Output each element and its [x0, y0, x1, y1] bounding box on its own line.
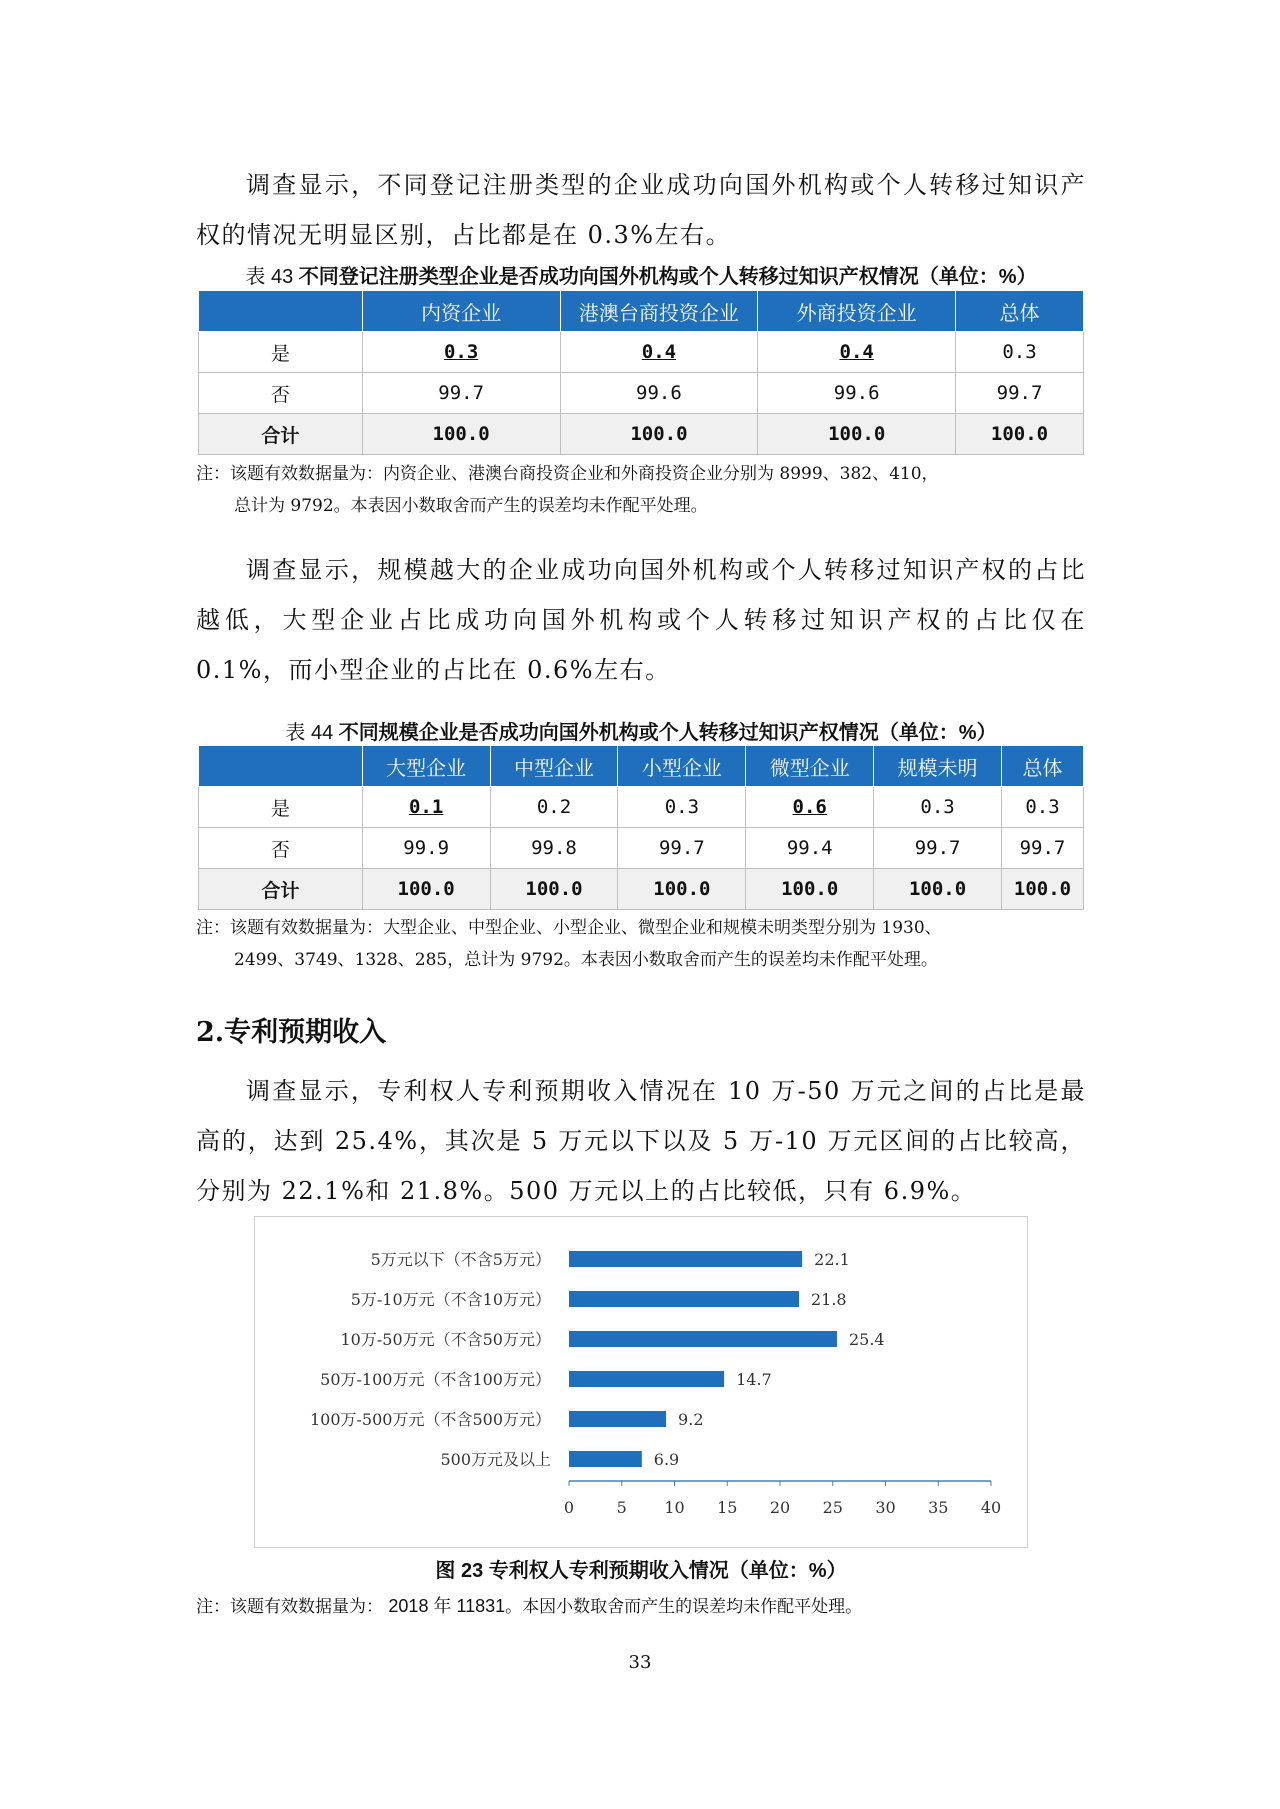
- x-tick-label: 10: [664, 1498, 685, 1517]
- figure23-note-suffix: 。本因小数取舍而产生的误差均未作配平处理。: [505, 1597, 863, 1617]
- table-cell: 100.0: [618, 869, 746, 910]
- table44-caption: [196, 716, 1086, 745]
- table-cell: 100.0: [362, 869, 490, 910]
- table-cell: 0.3: [874, 787, 1002, 828]
- data-label: 21.8: [810, 1290, 847, 1309]
- table43-note: [196, 458, 1096, 522]
- table-row: [199, 828, 1084, 869]
- table-cell: 100.0: [874, 869, 1002, 910]
- table-cell: 99.8: [490, 828, 618, 869]
- table44-header-unknown: 规模未明: [874, 746, 1002, 787]
- table-cell: 0.3: [618, 787, 746, 828]
- table-cell: 100.0: [746, 869, 874, 910]
- table-cell: [758, 332, 956, 373]
- table-cell: 100.0: [362, 414, 560, 455]
- x-tick-label: 40: [980, 1498, 1002, 1517]
- cell-value: 0.3: [443, 341, 479, 363]
- table44-header-total: 总体: [1002, 746, 1084, 787]
- row-label: 合计: [199, 414, 363, 455]
- income-bar-chart: [254, 1216, 1028, 1548]
- data-label: 14.7: [736, 1370, 772, 1389]
- row-label: 否: [199, 828, 363, 869]
- table-cell: 100.0: [1002, 869, 1084, 910]
- table44-header-row: [199, 746, 1084, 787]
- category-label: 5万-10万元（不含10万元）: [350, 1290, 551, 1309]
- table44-note-line1: 注：该题有效数据量为：大型企业、中型企业、小型企业、微型企业和规模未明类型分别为 1930、: [196, 918, 942, 938]
- table-cell: [362, 787, 490, 828]
- chart-svg: [255, 1217, 1027, 1547]
- row-label: 合计: [199, 869, 363, 910]
- table43-header-total: 总体: [956, 291, 1084, 332]
- table43-caption-number: 表 43: [245, 266, 294, 288]
- table-row: [199, 787, 1084, 828]
- table-cell: 99.4: [746, 828, 874, 869]
- table-cell: 99.7: [362, 373, 560, 414]
- bar: [569, 1251, 802, 1267]
- table-cell: 99.7: [874, 828, 1002, 869]
- table-cell: 0.3: [956, 332, 1084, 373]
- table44-header-micro: 微型企业: [746, 746, 874, 787]
- table-cell: 100.0: [490, 869, 618, 910]
- table44-header-corner: [199, 746, 363, 787]
- table44-note-line2: 2499、3749、1328、285，总计为 9792。本表因小数取舍而产生的误差均未作配平处理。: [234, 950, 938, 970]
- category-label: 100万-500万元（不含500万元）: [309, 1410, 551, 1429]
- table43-header-row: [199, 291, 1084, 332]
- table-row-total: [199, 414, 1084, 455]
- bar: [569, 1371, 724, 1387]
- table44: [198, 745, 1084, 910]
- cell-value: 0.4: [641, 341, 677, 363]
- bar: [569, 1451, 642, 1467]
- table43-header-foreign: 外商投资企业: [758, 291, 956, 332]
- category-label: 500万元及以上: [440, 1450, 551, 1469]
- row-label: 是: [199, 787, 363, 828]
- table-cell: 99.7: [618, 828, 746, 869]
- paragraph-income: 调查显示，专利权人专利预期收入情况在 10 万-50 万元之间的占比是最高的，达到 25.4%，其次是 5 万元以下以及 5 万-10 万元区间的占比较高，分别为 22.1%和 21.8%。500 万元以上的占比较低，只有 6.9%。: [196, 1077, 1086, 1205]
- x-tick-label: 5: [616, 1498, 627, 1517]
- cell-value: 0.6: [792, 796, 827, 818]
- figure23-note: [196, 1590, 1096, 1623]
- table-cell: [746, 787, 874, 828]
- data-label: 9.2: [678, 1410, 704, 1429]
- paragraph-intro: 调查显示，不同登记注册类型的企业成功向国外机构或个人转移过知识产权的情况无明显区别，占比都是在 0.3%左右。: [196, 171, 1086, 249]
- table-row: [199, 373, 1084, 414]
- table44-header-large: 大型企业: [362, 746, 490, 787]
- figure23-caption: 图 23 专利权人专利预期收入情况（单位：%）: [435, 1560, 847, 1582]
- bar: [569, 1411, 666, 1427]
- row-label: 否: [199, 373, 363, 414]
- table-cell: 0.3: [1002, 787, 1084, 828]
- table-cell: [362, 332, 560, 373]
- table-row: [199, 332, 1084, 373]
- figure23-note-value: 2018 年 11831: [388, 1596, 506, 1616]
- x-tick-label: 35: [928, 1498, 949, 1517]
- table43-caption-text: 不同登记注册类型企业是否成功向国外机构或个人转移过知识产权情况（单位：%）: [298, 266, 1037, 288]
- paragraph-scale: 调查显示，规模越大的企业成功向国外机构或个人转移过知识产权的占比越低，大型企业占比成功向国外机构或个人转移过知识产权的占比仅在 0.1%，而小型企业的占比在 0.6%左右。: [196, 556, 1086, 684]
- table-cell: 99.7: [956, 373, 1084, 414]
- x-tick-label: 25: [822, 1498, 843, 1517]
- table43: [198, 290, 1084, 455]
- category-label: 10万-50万元（不含50万元）: [340, 1330, 551, 1349]
- figure23-note-prefix: 注：该题有效数据量为：: [196, 1597, 383, 1617]
- section-heading: 2.专利预期收入: [196, 1017, 387, 1048]
- cell-value: 0.1: [408, 796, 444, 818]
- table44-header-small: 小型企业: [618, 746, 746, 787]
- table-cell: 99.6: [758, 373, 956, 414]
- row-label: 是: [199, 332, 363, 373]
- table44-note: [196, 912, 1096, 976]
- table-row-total: [199, 869, 1084, 910]
- table44-caption-number: 表 44: [285, 722, 334, 744]
- x-tick-label: 30: [875, 1498, 896, 1517]
- cell-value: 0.4: [839, 341, 874, 363]
- bar: [569, 1291, 799, 1307]
- table43-note-line2: 总计为 9792。本表因小数取舍而产生的误差均未作配平处理。: [234, 496, 708, 516]
- x-tick-label: 20: [769, 1498, 791, 1517]
- x-tick-label: 15: [717, 1498, 738, 1517]
- data-label: 22.1: [814, 1250, 850, 1269]
- table-cell: 0.2: [490, 787, 618, 828]
- table43-caption: [196, 260, 1086, 289]
- table43-header-corner: [199, 291, 363, 332]
- table43-note-line1: 注：该题有效数据量为：内资企业、港澳台商投资企业和外商投资企业分别为 8999、382、410，: [196, 464, 939, 484]
- table-cell: [560, 332, 758, 373]
- table44-header-medium: 中型企业: [490, 746, 618, 787]
- table-cell: 100.0: [956, 414, 1084, 455]
- data-label: 6.9: [653, 1450, 680, 1469]
- table-cell: 99.6: [560, 373, 758, 414]
- table43-header-domestic: 内资企业: [362, 291, 560, 332]
- table-cell: 100.0: [560, 414, 758, 455]
- table44-caption-text: 不同规模企业是否成功向国外机构或个人转移过知识产权情况（单位：%）: [338, 722, 997, 744]
- x-tick-label: 0: [563, 1498, 575, 1517]
- page-number: 33: [628, 1652, 652, 1673]
- table43-header-hmt: 港澳台商投资企业: [560, 291, 758, 332]
- table-cell: 100.0: [758, 414, 956, 455]
- table-cell: 99.9: [362, 828, 490, 869]
- data-label: 25.4: [848, 1330, 885, 1349]
- bar: [569, 1331, 837, 1347]
- category-label: 50万-100万元（不含100万元）: [320, 1370, 551, 1389]
- category-label: 5万元以下（不含5万元）: [370, 1250, 551, 1269]
- table-cell: 99.7: [1002, 828, 1084, 869]
